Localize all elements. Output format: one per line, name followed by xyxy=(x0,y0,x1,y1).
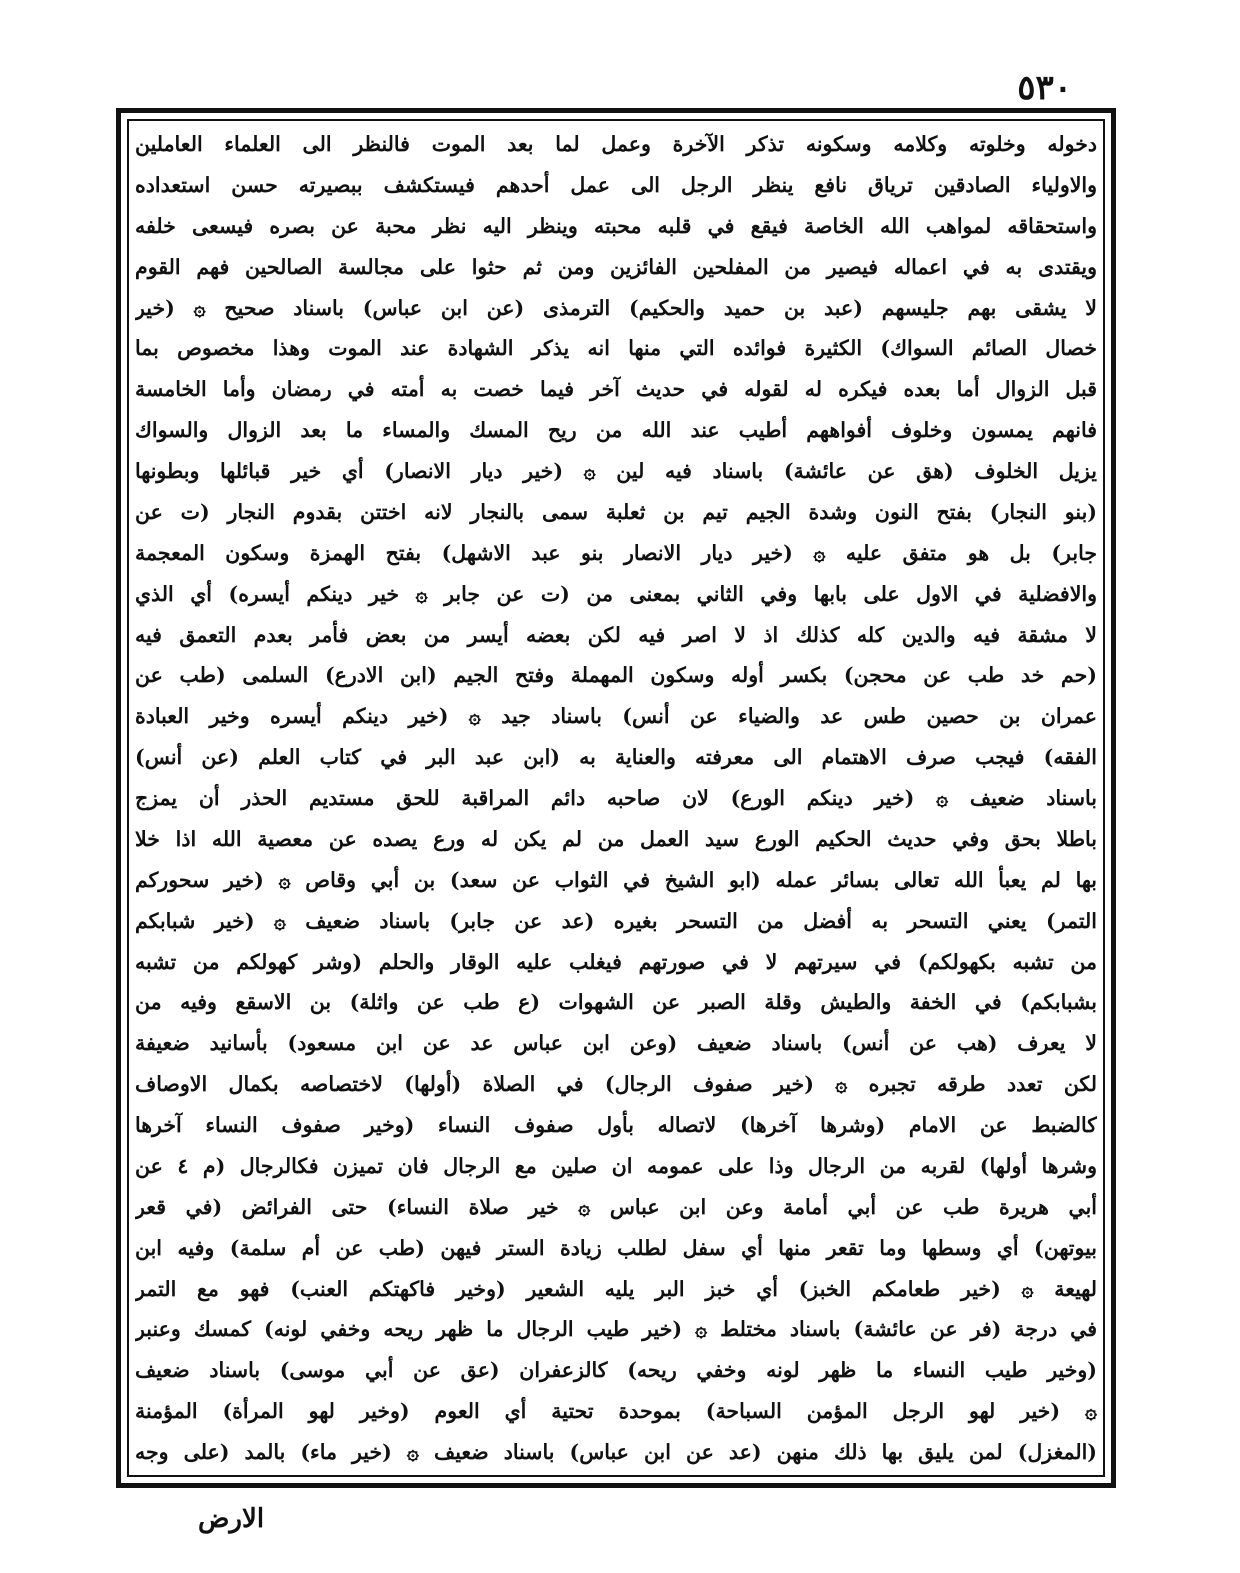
text-line: قبل الزوال أما بعده فيكره له لقوله في حديث آخر فيما خصت به أمته في رمضان وأما الخامسة xyxy=(135,377,1097,402)
text-line: فانهم يمسون وخلوف أفواههم أطيب عند الله من ريح المسك والمساء ما بعد الزوال والسواك xyxy=(135,418,1097,443)
text-line: (حم خد طب عن محجن) بكسر أوله وسكون المهملة وفتح الجيم (ابن الادرع) السلمى (طب عن xyxy=(135,663,1097,688)
text-line: جابر) بل هو متفق عليه ۞ (خير ديار الانصار بنو عبد الاشهل) بفتح الهمزة وسكون المعجمة xyxy=(135,540,1097,565)
page-number: ٥٣٠ xyxy=(1017,68,1072,108)
text-line: باسناد ضعيف ۞ (خير دينكم الورع) لان صاحبه دائم المراقبة للحق مستديم الحذر أن يمزج xyxy=(135,786,1097,810)
page-border-outer xyxy=(116,108,1116,1488)
text-line: بها لم يعبأ الله تعالى بسائر عمله (ابو الشيخ في الثواب عن سعد) بن أبي وقاص ۞ (خير سحوركم xyxy=(135,867,1097,892)
text-line: دخوله وخلوته وكلامه وسكونه تذكر الآخرة وعمل لما بعد الموت فالنظر الى العلماء العاملين xyxy=(135,132,1097,156)
text-line: ۞ (خير لهو الرجل المؤمن السباحة) بموحدة تحتية أي العوم (وخير لهو المرأة) المؤمنة xyxy=(135,1399,1097,1424)
text-line: (بنو النجار) بفتح النون وشدة الجيم تيم بن ثعلبة سمى بالنجار لانه اختتن بقدوم النجار (ت عن xyxy=(135,499,1097,524)
text-line: عمران بن حصين طس عد والضياء عن أنس) باسناد جيد ۞ (خير دينكم أيسره وخير العبادة xyxy=(135,704,1097,729)
text-line: (وخير طيب النساء ما ظهر لونه وخفي ريحه) كالزعفران (عق عن أبي موسى) باسناد ضعيف xyxy=(135,1358,1097,1383)
text-line: لكن تعدد طرقه تجبره ۞ (خير صفوف الرجال) في الصلاة (أولها) لاختصاصه بكمال الاوصاف xyxy=(135,1072,1097,1097)
text-line: وشرها أولها) لقربه من الرجال وذا على عمومه ان صلين مع الرجال فان تميزن فكالرجال (م ٤ عن xyxy=(135,1153,1097,1178)
text-line: التمر) يعني التسحر به أفضل من التسحر بغيره (عد عن جابر) باسناد ضعيف ۞ (خير شبابكم xyxy=(135,908,1097,933)
text-line: بشبابكم) في الخفة والطيش وقلة الصبر عن الشهوات (ع طب عن واثلة) بن الاسقع وفيه من xyxy=(135,990,1097,1015)
text-line: والاولياء الصادقين ترياق نافع ينظر الرجل الى عمل أحدهم فيستكشف ببصيرته حسن استعداده xyxy=(135,172,1097,197)
text-line: يزيل الخلوف (هق عن عائشة) باسناد فيه لين ۞ (خير ديار الانصار) أي خير قبائلها وبطونها xyxy=(135,459,1097,483)
text-line: (المغزل) لمن يليق بها ذلك منهن (عد عن ابن عباس) باسناد ضعيف ۞ (خير ماء) بالمد (على وجه xyxy=(135,1440,1097,1464)
text-line: الفقه) فيجب صرف الاهتمام الى معرفته والعناية به (ابن عبد البر في كتاب العلم (عن أنس) xyxy=(135,745,1097,770)
text-line: كالضبط عن الامام (وشرها آخرها) لاتصاله بأول صفوف النساء (وخير صفوف النساء آخرها xyxy=(135,1113,1097,1137)
text-line: ويقتدى به في اعماله فيصير من المفلحين الفائزين ومن ثم حثوا على مجالسة الصالحين فهم القوم xyxy=(135,254,1097,279)
text-line: لا يشقى بهم جليسهم (عبد بن حميد والحكيم) الترمذى (عن ابن عباس) باسناد صحيح ۞ (خير xyxy=(135,295,1097,320)
text-line: لهيعة ۞ (خير طعامكم الخبز) أي خبز البر يليه الشعير (وخير فاكهتكم العنب) فهو مع التمر xyxy=(135,1276,1097,1301)
text-line: أبي هريرة طب عن أبي أمامة وعن ابن عباس ۞ خير صلاة النساء) حتى الفرائض (في قعر xyxy=(135,1194,1097,1219)
text-line: لا مشقة فيه والدين كله كذلك اذ لا اصر فيه لكن بعضه أيسر من بعض فأمر بعدم التعمق فيه xyxy=(135,622,1097,647)
text-line: واستحقاقه لمواهب الله الخاصة فيقع في قلبه محبته وينظر اليه نظر محبة عن بصره فيسعى خلفه xyxy=(135,213,1097,238)
text-line: لا يعرف (هب عن أنس) باسناد ضعيف (وعن ابن عباس عد عن ابن مسعود) بأسانيد ضعيفة xyxy=(135,1031,1097,1056)
text-line: في درجة (فر عن عائشة) باسناد مختلط ۞ (خير طيب الرجال ما ظهر ريحه وخفي لونه) كمسك وعنبر xyxy=(135,1317,1097,1342)
text-line: خصال الصائم السواك) الكثيرة فوائده التي منها انه يذكر الشهادة عند الموت وهذا مخصوص بما xyxy=(135,336,1097,361)
catchword: الارض xyxy=(198,1504,265,1534)
text-line: والافضلية في الاول على بابها وفي الثاني بمعنى من (ت عن جابر ۞ خير دينكم أيسره) أي الذي xyxy=(135,581,1097,606)
text-line: باطلا بحق وفي حديث الحكيم الورع سيد العمل من لم يكن له ورع يصده عن معصية الله اذا خلا xyxy=(135,826,1097,851)
text-line: من تشبه بكهولكم) في سيرتهم لا في صورتهم فيغلب عليه الوقار والحلم (وشر كهولكم من تشبه xyxy=(135,949,1097,974)
text-line: بيوتهن) أي وسطها وما تقعر منها أي سفل لطلب زيادة الستر فيهن (طب عن أم سلمة) وفيه ابن xyxy=(135,1235,1097,1260)
body-text xyxy=(135,127,1097,1469)
